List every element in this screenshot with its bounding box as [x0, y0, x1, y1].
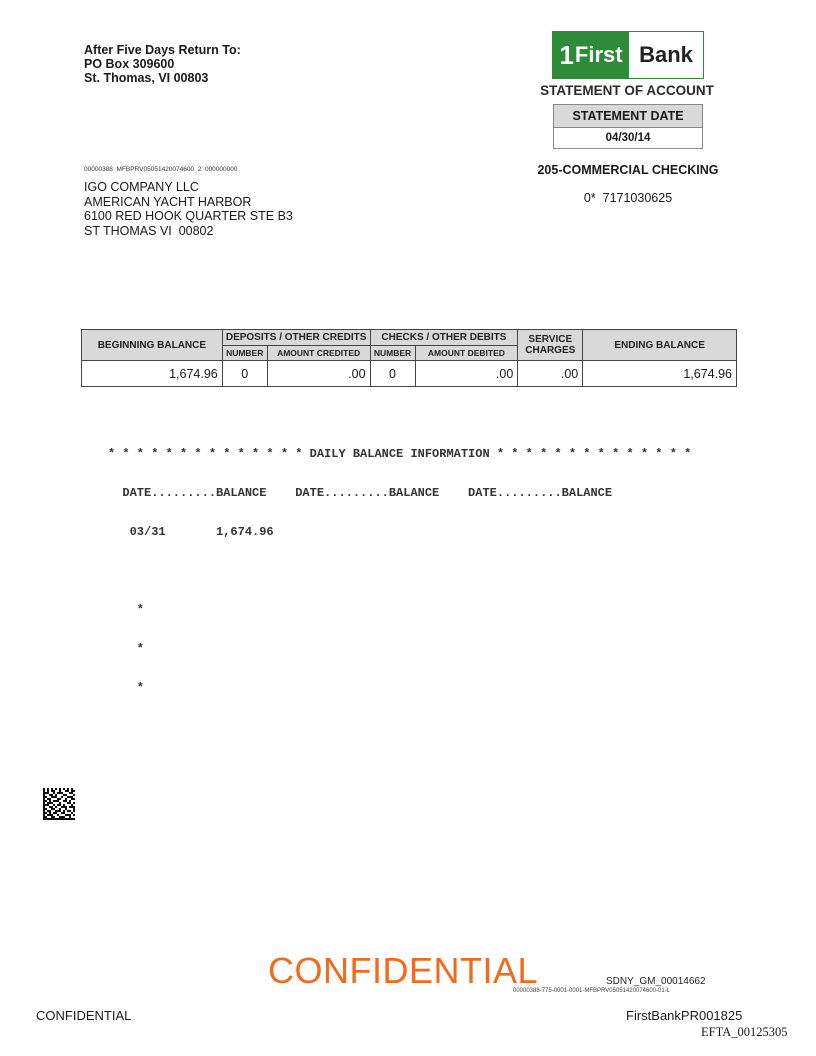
efta-number: EFTA_00125305	[701, 1025, 788, 1039]
summary-header-row-1	[82, 330, 737, 346]
return-address-line3: St. Thomas, VI 00803	[84, 71, 209, 85]
return-address	[84, 43, 241, 85]
value-ending-balance: 1,674.96	[583, 361, 737, 387]
account-summary-table	[81, 329, 737, 387]
customer-line3: 6100 RED HOOK QUARTER STE B3	[84, 209, 293, 223]
header-ending-balance: ENDING BALANCE	[583, 330, 737, 361]
document-tiny-code: 00000388-775-0001-0001-MFBPRV05051420074600-01-L	[513, 988, 671, 994]
mail-code: 00000388 MFBPRV05051420074600 2 000000000	[84, 166, 238, 173]
account-type: 205-COMMERCIAL CHECKING	[537, 163, 719, 177]
logo-one: 1	[559, 39, 574, 70]
daily-balance-star: *	[108, 642, 145, 656]
summary-values-row	[82, 361, 737, 387]
confidential-label: CONFIDENTIAL	[36, 1008, 132, 1023]
daily-balance-star: *	[108, 681, 145, 695]
return-address-line2: PO Box 309600	[84, 57, 175, 71]
customer-line2: AMERICAN YACHT HARBOR	[84, 194, 252, 209]
daily-balance-banner: * * * * * * * * * * * * * * DAILY BALANCE INFORMATION * * * * * * * * * * * * * *	[108, 447, 692, 461]
confidential-stamp: CONFIDENTIAL	[268, 950, 539, 991]
header-chk-amount: AMOUNT DEBITED	[415, 346, 518, 361]
statement-date-label: STATEMENT DATE	[554, 105, 702, 128]
customer-line1: IGO COMPANY LLC	[84, 180, 199, 194]
firstbank-logo	[552, 31, 704, 79]
statement-date-value: 04/30/14	[605, 132, 651, 144]
statement-title: STATEMENT OF ACCOUNT	[540, 83, 714, 98]
account-number: 0* 7171030625	[583, 191, 673, 205]
value-chk-amount: .00	[415, 361, 518, 387]
header-dep-number: NUMBER	[222, 346, 267, 361]
datamatrix-code-icon	[43, 788, 75, 820]
header-dep-amount: AMOUNT CREDITED	[267, 346, 370, 361]
value-service-charges: .00	[518, 361, 583, 387]
bates-number: FirstBankPR001825	[626, 1008, 743, 1023]
value-chk-number: 0	[370, 361, 415, 387]
daily-balance-header: DATE.........BALANCE DATE.........BALANCE DATE.........BALANCE	[108, 486, 613, 500]
value-dep-amount: .00	[267, 361, 370, 387]
customer-line4: ST THOMAS VI 00802	[84, 223, 214, 238]
logo-left-panel	[553, 32, 629, 78]
customer-address	[84, 180, 293, 238]
statement-date-box	[553, 104, 703, 149]
daily-balance-section	[108, 422, 691, 708]
header-beginning-balance: BEGINNING BALANCE	[82, 330, 223, 361]
sdny-number: SDNY_GM_00014662	[606, 976, 706, 987]
daily-balance-row: 03/31 1,674.96	[108, 525, 274, 539]
logo-first: First	[574, 42, 623, 67]
header-deposits: DEPOSITS / OTHER CREDITS	[222, 330, 370, 346]
value-beginning-balance: 1,674.96	[82, 361, 223, 387]
header-service-charges: SERVICE CHARGES	[518, 330, 583, 361]
header-chk-number: NUMBER	[370, 346, 415, 361]
return-address-line1: After Five Days Return To:	[84, 43, 241, 57]
value-dep-number: 0	[222, 361, 267, 387]
logo-bank: Bank	[629, 32, 703, 78]
daily-balance-star: *	[108, 603, 145, 617]
header-checks: CHECKS / OTHER DEBITS	[370, 330, 518, 346]
